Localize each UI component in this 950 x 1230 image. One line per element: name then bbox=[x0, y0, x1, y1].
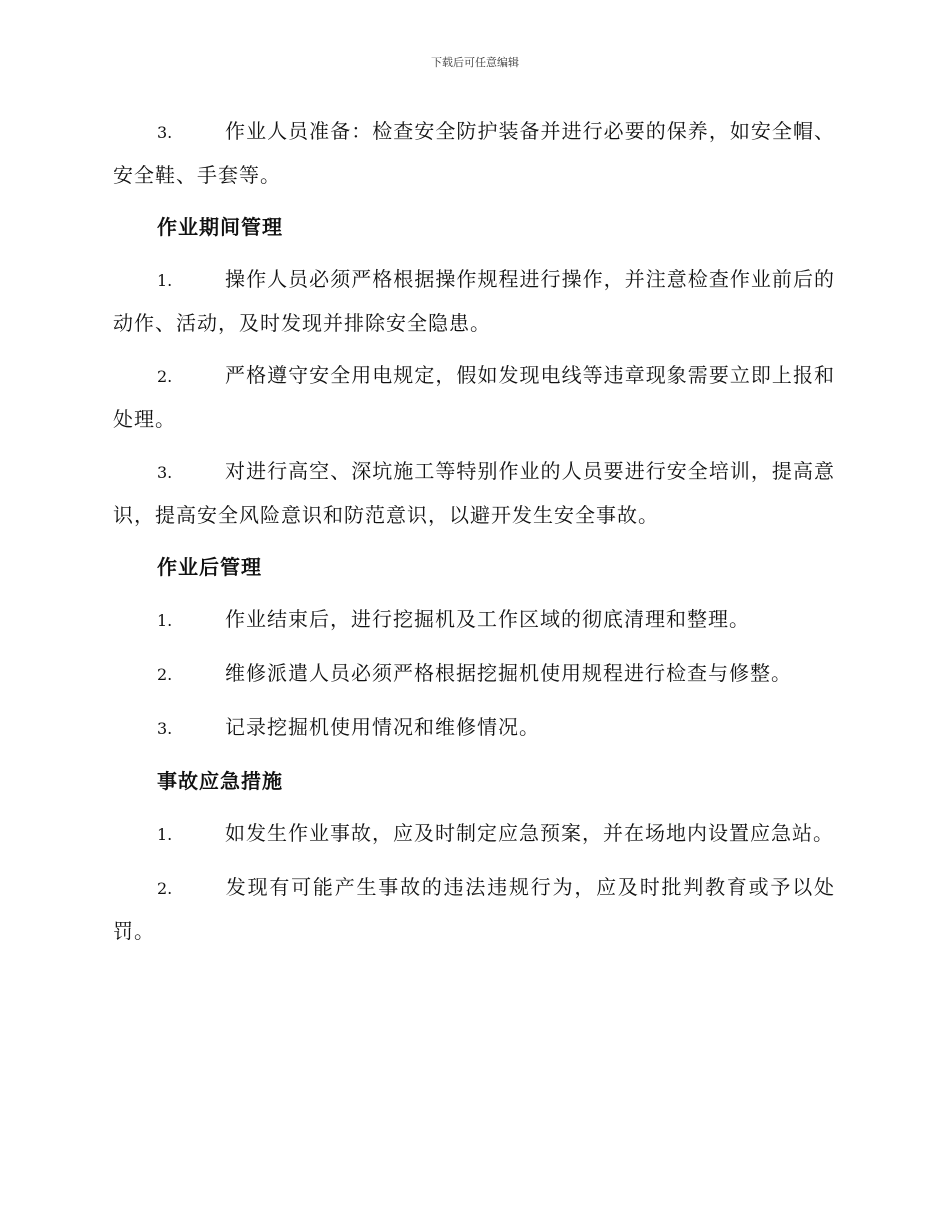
item-number: 2. bbox=[157, 367, 173, 386]
section-heading: 作业期间管理 bbox=[157, 215, 283, 239]
page-header: 下载后可任意编辑 bbox=[431, 56, 519, 69]
item-text: 操作人员必须严格根据操作规程进行操作，并注意检查作业前后的动作、活动，及时发现并排除安全隐患。 bbox=[113, 267, 835, 335]
item-text: 严格遵守安全用电规定，假如发现电线等违章现象需要立即上报和处理。 bbox=[113, 363, 835, 431]
list-item bbox=[113, 450, 835, 536]
list-item bbox=[113, 652, 835, 696]
item-text: 发现有可能产生事故的违法违规行为，应及时批判教育或予以处罚。 bbox=[113, 875, 835, 943]
section-heading: 作业后管理 bbox=[157, 555, 262, 579]
item-text: 记录挖掘机使用情况和维修情况。 bbox=[225, 715, 540, 739]
list-item bbox=[113, 706, 835, 750]
item-number: 2. bbox=[157, 879, 173, 898]
item-text: 如发生作业事故，应及时制定应急预案，并在场地内设置应急站。 bbox=[225, 821, 834, 845]
list-item bbox=[113, 812, 835, 856]
item-text: 维修派遣人员必须严格根据挖掘机使用规程进行检查与修整。 bbox=[225, 661, 792, 685]
item-number: 1. bbox=[157, 611, 173, 630]
document-body bbox=[113, 110, 835, 962]
section-heading: 事故应急措施 bbox=[157, 769, 283, 793]
list-item bbox=[113, 258, 835, 344]
item-number: 3. bbox=[157, 719, 173, 738]
item-text: 对进行高空、深坑施工等特别作业的人员要进行安全培训，提高意识，提高安全风险意识和防范意识，以避开发生安全事故。 bbox=[113, 459, 835, 527]
list-item bbox=[113, 866, 835, 952]
list-item bbox=[113, 354, 835, 440]
item-number: 1. bbox=[157, 271, 173, 290]
item-text: 作业人员准备：检查安全防护装备并进行必要的保养，如安全帽、安全鞋、手套等。 bbox=[113, 119, 835, 187]
item-number: 3. bbox=[157, 123, 173, 142]
item-number: 1. bbox=[157, 825, 173, 844]
item-text: 作业结束后，进行挖掘机及工作区域的彻底清理和整理。 bbox=[225, 607, 750, 631]
list-item bbox=[113, 110, 835, 196]
item-number: 2. bbox=[157, 665, 173, 684]
list-item bbox=[113, 598, 835, 642]
item-number: 3. bbox=[157, 463, 173, 482]
